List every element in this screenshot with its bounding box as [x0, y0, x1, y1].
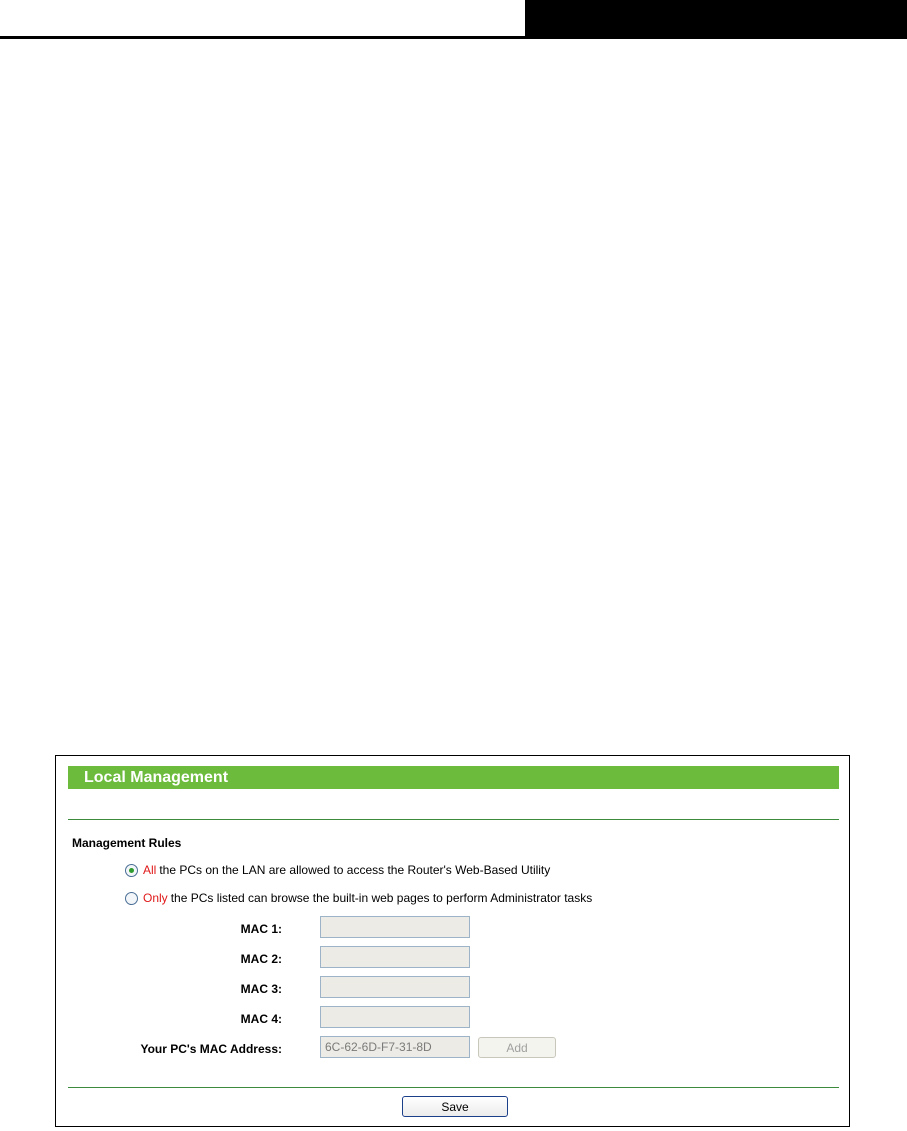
title-bar	[68, 766, 839, 789]
mac2-input[interactable]	[320, 946, 470, 968]
mac1-label: MAC 1:	[240, 922, 282, 936]
option-all-highlight: All	[143, 863, 157, 877]
mac4-input[interactable]	[320, 1006, 470, 1028]
management-rules-label: Management Rules	[72, 836, 182, 850]
your-mac-label: Your PC's MAC Address:	[140, 1042, 282, 1056]
mac4-label: MAC 4:	[240, 1012, 282, 1026]
bottom-divider	[68, 1087, 839, 1088]
mac1-input[interactable]	[320, 916, 470, 938]
mac2-label: MAC 2:	[240, 952, 282, 966]
header-rule	[0, 36, 525, 39]
top-divider	[68, 819, 839, 820]
add-button[interactable]: Add	[478, 1037, 556, 1058]
mac3-label: MAC 3:	[240, 982, 282, 996]
option-only-text: the PCs listed can browse the built-in web pages to perform Administrator tasks	[170, 891, 593, 905]
radio-all-pcs[interactable]	[125, 864, 138, 877]
your-mac-input	[320, 1036, 470, 1058]
local-management-panel	[55, 755, 850, 1127]
option-all-pcs[interactable]	[125, 863, 550, 877]
header-block	[525, 0, 907, 39]
option-only-listed-pcs[interactable]	[125, 891, 592, 905]
page-title: Local Management	[84, 769, 229, 786]
mac3-input[interactable]	[320, 976, 470, 998]
save-button[interactable]: Save	[402, 1096, 508, 1117]
option-only-highlight: Only	[143, 891, 168, 905]
radio-only-listed-pcs[interactable]	[125, 892, 138, 905]
option-all-text: the PCs on the LAN are allowed to access the Router's Web-Based Utility	[159, 863, 551, 877]
